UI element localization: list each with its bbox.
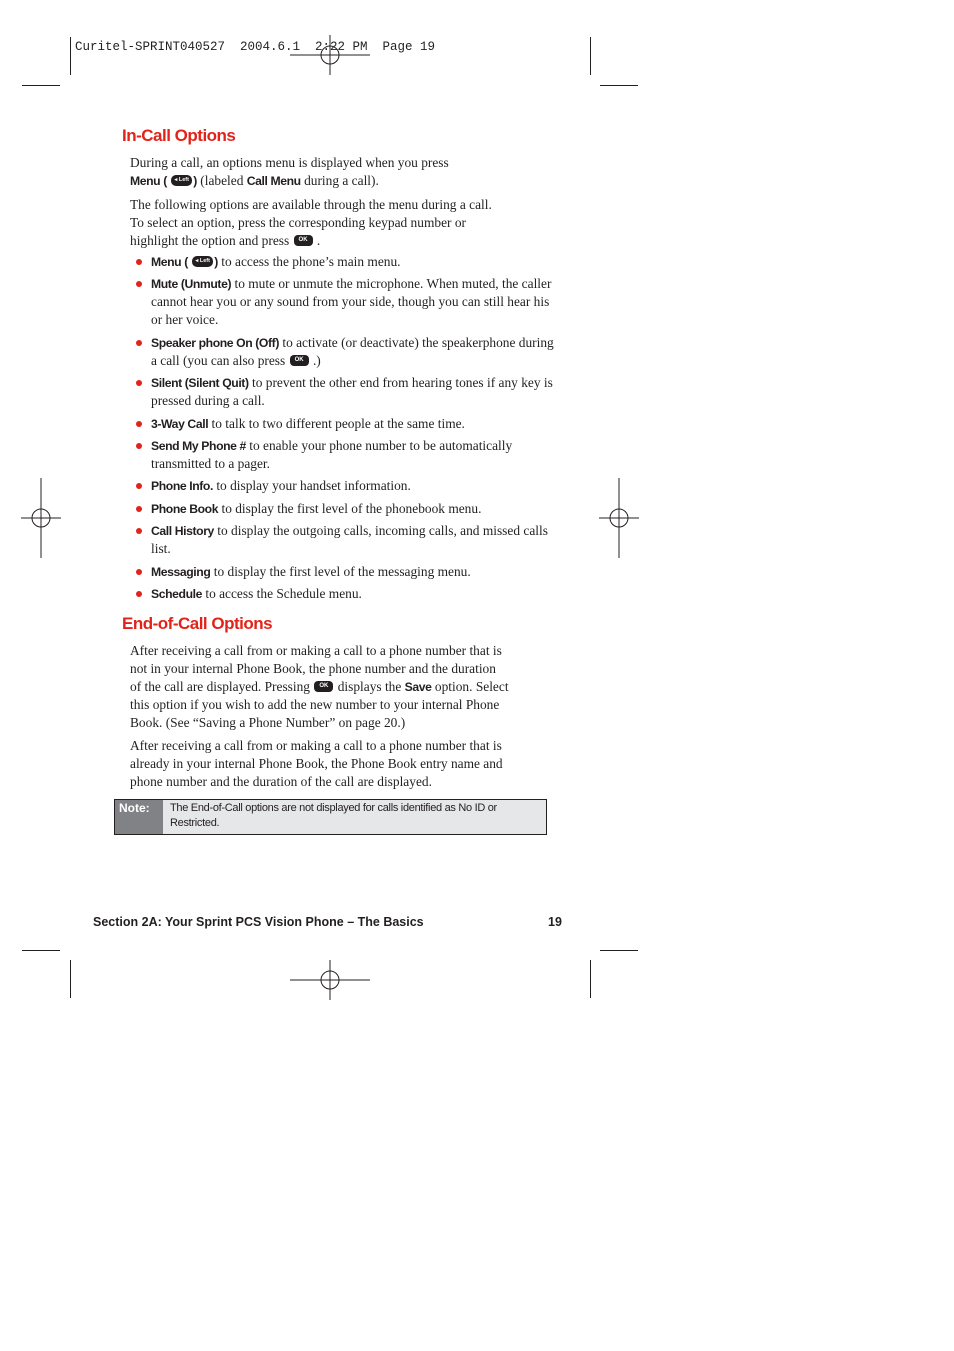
registration-mark-top: [290, 35, 370, 75]
ok-key-icon: OK: [294, 235, 313, 246]
registration-mark-left: [21, 478, 61, 558]
left-softkey-icon: ◂ Left: [192, 256, 213, 267]
registration-mark-bottom: [290, 960, 370, 1000]
note-box: [114, 799, 547, 835]
list-item: Phone Book to display the first level of the phonebook menu.: [135, 500, 555, 518]
end-of-call-paragraph-2: After receiving a call from or making a call to a phone number that is already in your internal Phone Book, the Phone Book entry name and phone number and the duration of the call are displayed.: [130, 738, 503, 789]
list-item: Menu ( ◂ Left ) to access the phone’s main menu.: [135, 253, 555, 271]
registration-mark-right: [599, 478, 639, 558]
list-item: Messaging to display the first level of the messaging menu.: [135, 563, 555, 581]
left-softkey-icon: ◂ Left: [171, 175, 192, 186]
in-call-instructions: The following options are available through the menu during a call. To select an option, press the corresponding keypad number or highlight the option and press OK .: [130, 197, 492, 248]
list-item: Silent (Silent Quit) to prevent the other end from hearing tones if any key is pressed during a call.: [135, 374, 555, 410]
in-call-options-list: [135, 253, 555, 607]
footer-page-number: 19: [548, 915, 562, 929]
list-item: Speaker phone On (Off) to activate (or deactivate) the speakerphone during a call (you can also press OK .): [135, 334, 555, 370]
list-item: Schedule to access the Schedule menu.: [135, 585, 555, 603]
end-of-call-options-heading: End-of-Call Options: [122, 614, 273, 633]
list-item: Call History to display the outgoing calls, incoming calls, and missed calls list.: [135, 522, 555, 558]
list-item: Mute (Unmute) to mute or unmute the microphone. When muted, the caller cannot hear you or any sound from your side, though you can still hear his or her voice.: [135, 275, 555, 329]
ok-key-icon: OK: [314, 681, 333, 692]
in-call-options-heading: In-Call Options: [122, 126, 236, 145]
footer-section-title: Section 2A: Your Sprint PCS Vision Phone – The Basics: [93, 915, 424, 929]
list-item: Phone Info. to display your handset information.: [135, 477, 555, 495]
ok-key-icon: OK: [290, 355, 309, 366]
end-of-call-paragraph-1: After receiving a call from or making a call to a phone number that is not in your internal Phone Book, the phone number and the duration of the call are displayed. Pressing OK displays the Save option. Select this option if you wish to add the new number to your internal Phone Book. (See “Saving a Phone Number” on page 20.): [130, 643, 509, 730]
in-call-intro: During a call, an options menu is displayed when you press Menu ( ◂ Left ) (labeled Call Menu during a call).: [130, 155, 449, 188]
list-item: Send My Phone # to enable your phone number to be automatically transmitted to a pager.: [135, 437, 555, 473]
note-label: Note:: [115, 800, 163, 834]
print-slug: Curitel-SPRINT040527 2004.6.1 2:22 PM Page 19: [75, 40, 436, 54]
list-item: 3-Way Call to talk to two different people at the same time.: [135, 415, 555, 433]
note-text: The End-of-Call options are not displayed for calls identified as No ID or Restricted.: [170, 802, 497, 829]
